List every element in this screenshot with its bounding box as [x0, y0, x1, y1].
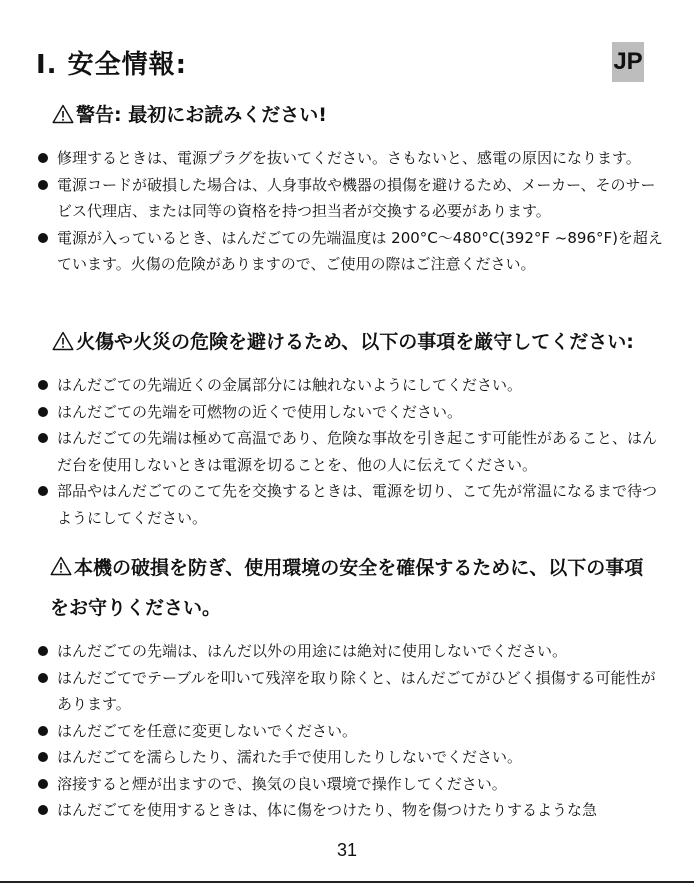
list-item: はんだごてを使用するときは、体に傷をつけたり、物を傷つけたりするような急	[38, 797, 664, 824]
bullet-icon	[38, 380, 48, 390]
warning-triangle-icon	[52, 331, 74, 351]
warning-list	[38, 145, 664, 278]
section-title-damage-prevention	[50, 548, 660, 628]
list-item: 電源が入っているとき、はんだごての先端温度は 200°C～480°C(392°F ~896°F)を超えています。火傷の危険がありますので、ご使用の際はご注意ください。	[38, 225, 664, 278]
language-badge: JP	[612, 42, 644, 82]
list-item: はんだごてでテーブルを叩いて残滓を取り除くと、はんだごてがひどく損傷する可能性があります。	[38, 665, 664, 718]
bullet-icon	[38, 779, 48, 789]
bullet-icon	[38, 153, 48, 163]
section-title-text: 警告: 最初にお読みください!	[76, 104, 327, 126]
bullet-icon	[38, 752, 48, 762]
bullet-icon	[38, 407, 48, 417]
list-item: 溶接すると煙が出ますので、換気の良い環境で操作してください。	[38, 771, 664, 798]
list-item: はんだごての先端は、はんだ以外の用途には絶対に使用しないでください。	[38, 638, 664, 665]
list-item: はんだごての先端を可燃物の近くで使用しないでください。	[38, 399, 664, 426]
warning-triangle-icon	[50, 556, 72, 576]
bullet-icon	[38, 646, 48, 656]
bullet-icon	[38, 805, 48, 815]
section-title-burn-fire	[52, 327, 634, 354]
damage-prevention-list	[38, 638, 664, 824]
warning-triangle-icon	[52, 104, 74, 124]
list-item: はんだごてを任意に変更しないでください。	[38, 718, 664, 745]
list-item: 修理するときは、電源プラグを抜いてください。さもないと、感電の原因になります。	[38, 145, 664, 172]
burn-fire-list	[38, 372, 664, 531]
bullet-icon	[38, 486, 48, 496]
bullet-icon	[38, 233, 48, 243]
page-title: I. 安全情報:	[36, 50, 188, 80]
section-title-text: 火傷や火災の危険を避けるため、以下の事項を厳守してください:	[76, 331, 634, 353]
bullet-icon	[38, 180, 48, 190]
bullet-icon	[38, 673, 48, 683]
list-item: はんだごての先端近くの金属部分には触れないようにしてください。	[38, 372, 664, 399]
list-item: はんだごてを濡らしたり、濡れた手で使用したりしないでください。	[38, 744, 664, 771]
bullet-icon	[38, 433, 48, 443]
list-item: 電源コードが破損した場合は、人身事故や機器の損傷を避けるため、メーカー、そのサービス代理店、または同等の資格を持つ担当者が交換する必要があります。	[38, 172, 664, 225]
bullet-icon	[38, 726, 48, 736]
section-title-warning	[52, 100, 327, 127]
page-number: 31	[336, 840, 358, 860]
list-item: 部品やはんだごてのこて先を交換するときは、電源を切り、こて先が常温になるまで待つようにしてください。	[38, 478, 664, 531]
list-item: はんだごての先端は極めて高温であり、危険な事故を引き起こす可能性があること、はんだ台を使用しないときは電源を切ることを、他の人に伝えてください。	[38, 425, 664, 478]
section-title-text: 本機の破損を防ぎ、使用環境の安全を確保するために、以下の事項をお守りください。	[50, 557, 644, 619]
